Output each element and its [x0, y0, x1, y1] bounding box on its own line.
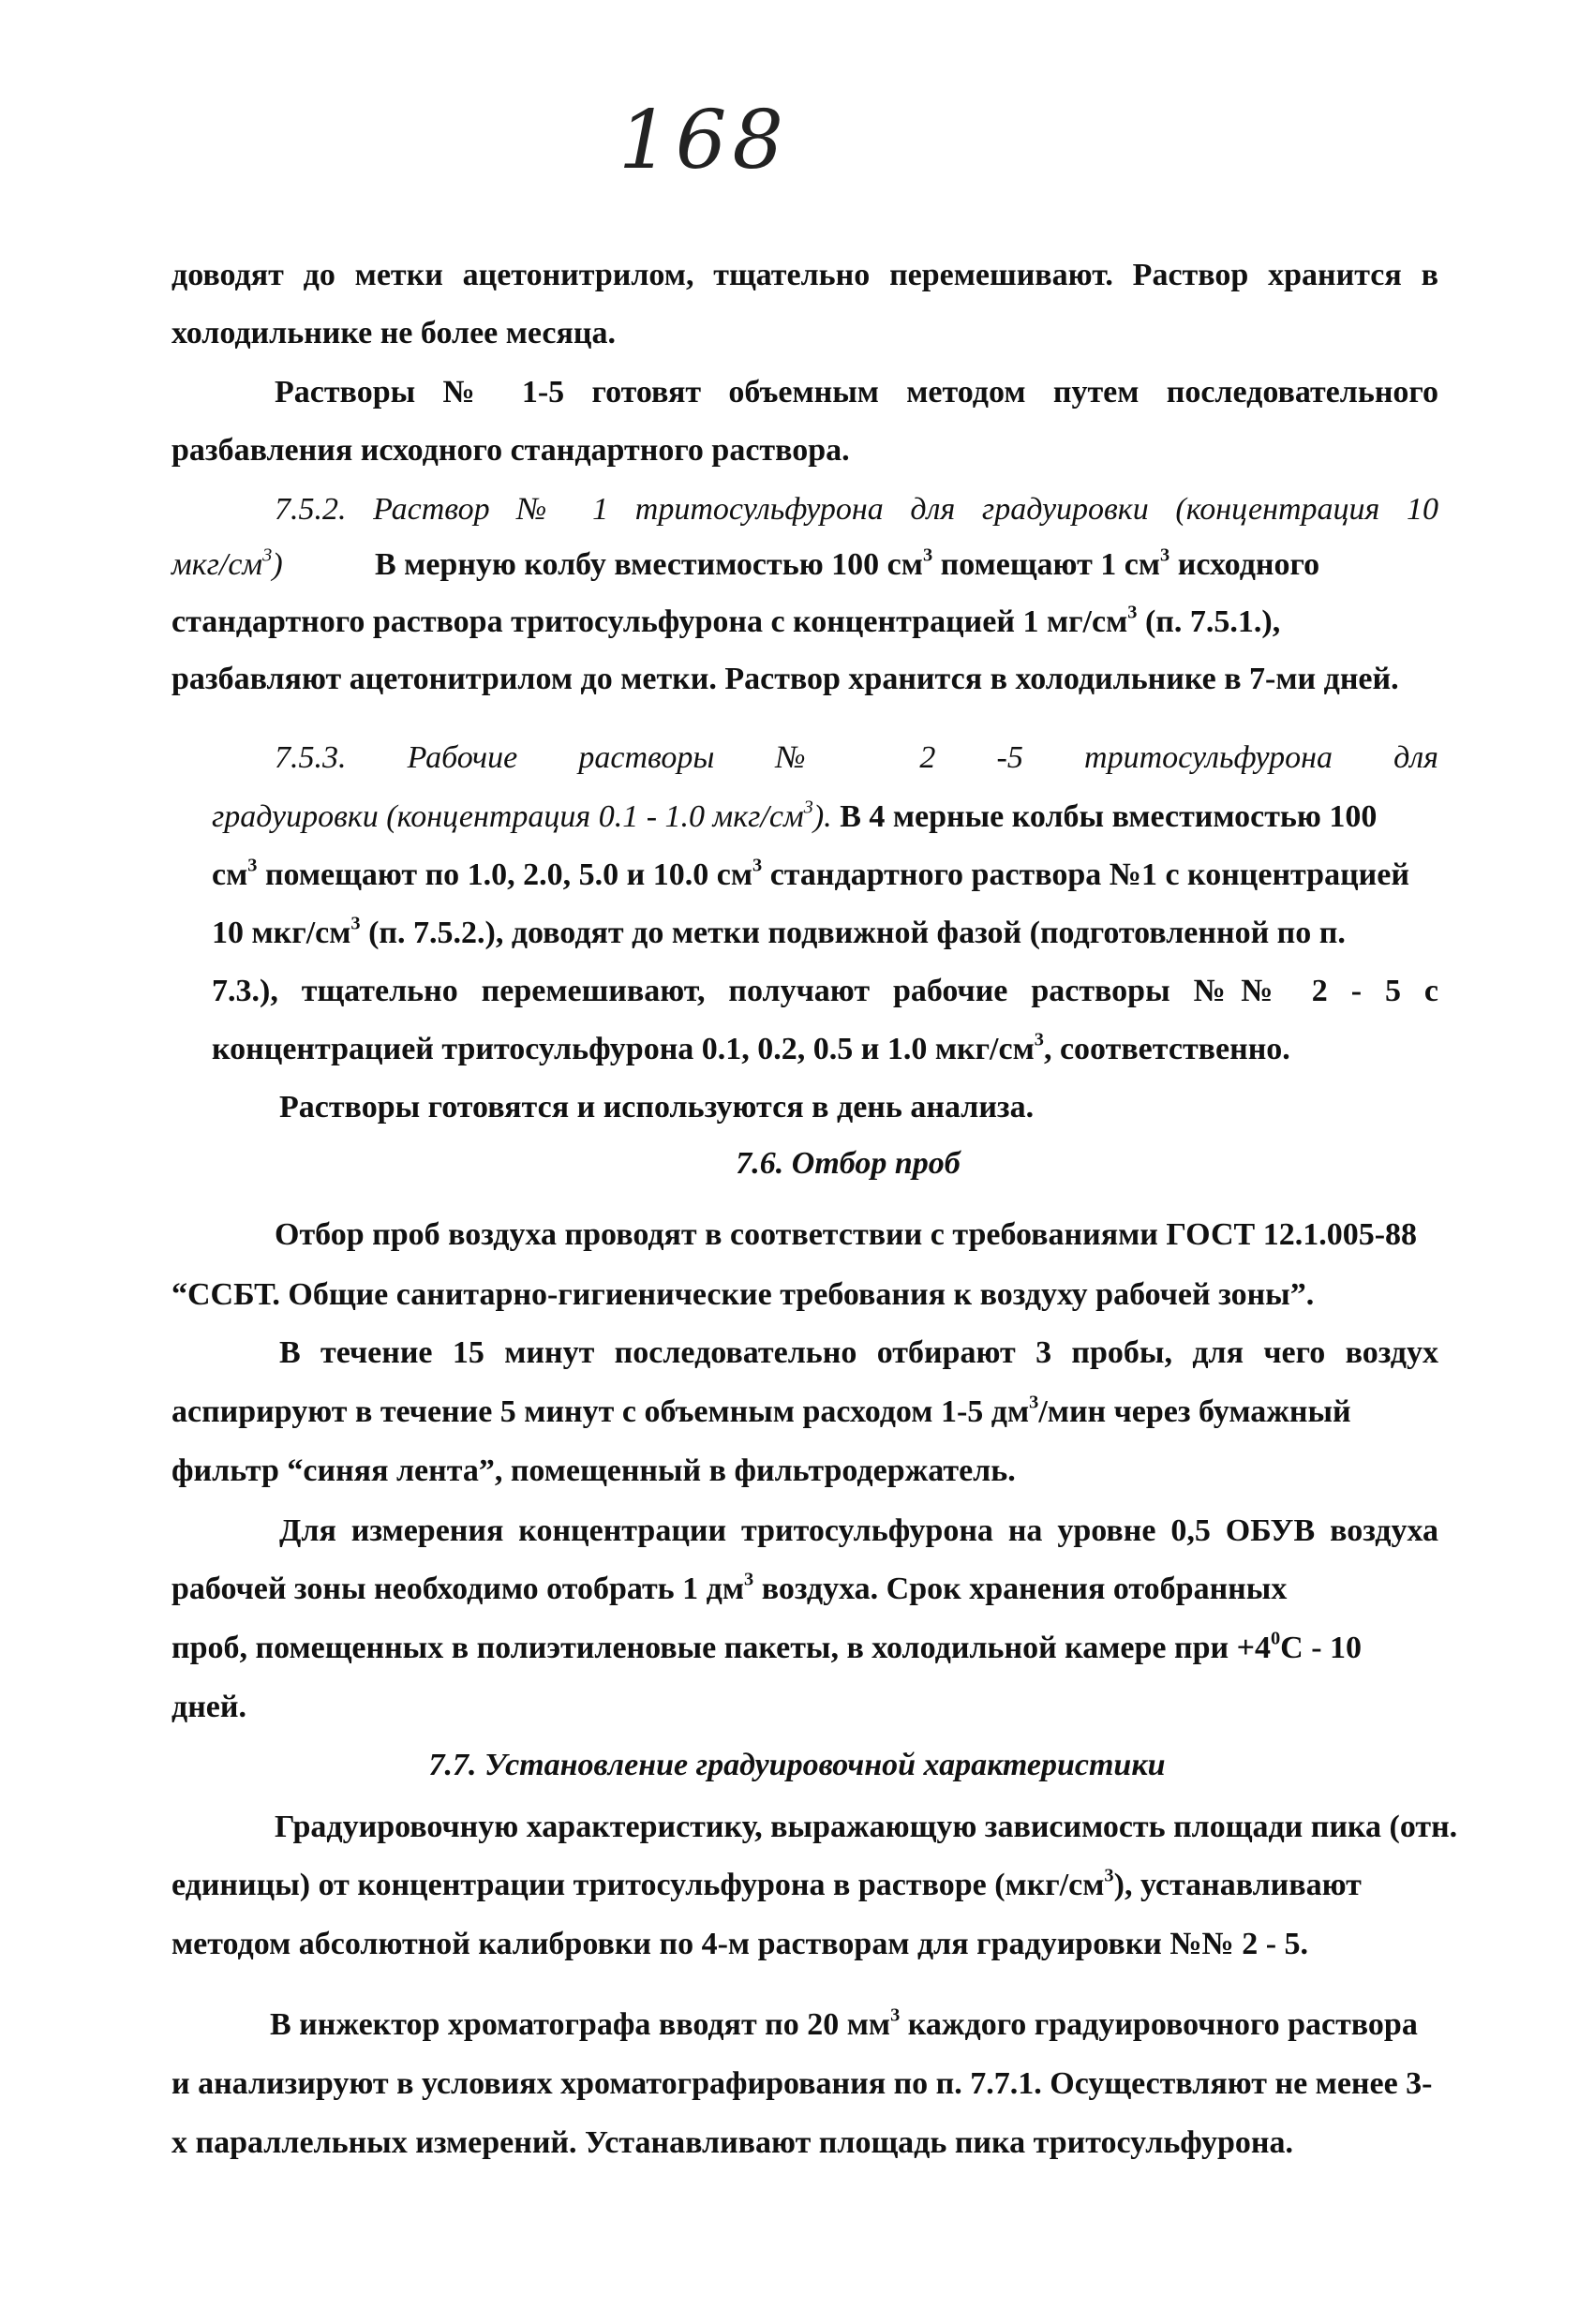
superscript: 3 — [262, 544, 273, 566]
text-run: , соответственно. — [1043, 1032, 1290, 1066]
text-run: исходного — [1169, 547, 1320, 582]
superscript: 3 — [1127, 602, 1138, 623]
superscript: 3 — [890, 2004, 901, 2026]
unit-text: мкг/см — [171, 547, 263, 582]
paragraph-line: Градуировочную характеристику, выражающую зависимость площади пика (отн. — [275, 1810, 1458, 1844]
paragraph-line — [171, 1628, 1362, 1669]
paragraph-line: разбавляют ацетонитрилом до метки. Раствор хранится в холодильнике в 7-ми дней. — [171, 662, 1399, 696]
section-heading-77: 7.7. Установление градуировочной характеристики — [428, 1748, 1166, 1782]
text-run: см — [212, 857, 248, 892]
superscript: 3 — [1160, 544, 1170, 566]
text-run: проб, помещенных в полиэтиленовые пакеты, в холодильной камере при +4 — [171, 1631, 1271, 1665]
superscript: 3 — [247, 855, 258, 876]
text-run: стандартного раствора №1 с концентрацией — [762, 857, 1409, 892]
paragraph-line — [212, 1029, 1290, 1070]
paragraph-line — [270, 2004, 1418, 2046]
text-run: каждого градуировочного раствора — [900, 2007, 1418, 2042]
text-run: В мерную колбу вместимостью 100 см — [375, 547, 923, 582]
paragraph-line: х параллельных измерений. Устанавливают площадь пика тритосульфурона. — [171, 2125, 1293, 2160]
text-run: рабочей зоны необходимо отобрать 1 дм — [171, 1572, 745, 1606]
superscript: 0 — [1270, 1628, 1281, 1649]
paragraph-line: разбавления исходного стандартного раствора. — [171, 433, 850, 468]
text-run: воздуха. Срок хранения отобранных — [753, 1572, 1288, 1606]
text-run: единицы) от концентрации тритосульфурона в растворе (мкг/см — [171, 1868, 1105, 1902]
superscript: 3 — [803, 797, 813, 818]
paragraph-line — [212, 797, 1377, 838]
paragraph-line: фильтр “синяя лента”, помещенный в фильтродержатель. — [171, 1453, 1016, 1488]
paragraph-line: “ССБТ. Общие санитарно-гигиенические требования к воздуху рабочей зоны”. — [171, 1277, 1315, 1312]
paragraph-line — [212, 913, 1346, 954]
paragraph-line — [171, 602, 1280, 643]
paragraph-line: доводят до метки ацетонитрилом, тщательно перемешивают. Раствор хранится в — [171, 258, 1438, 292]
text-run: (п. 7.5.2.), доводят до метки подвижной фазой (подготовленной по п. — [360, 916, 1346, 950]
text-run: 10 мкг/см — [212, 916, 351, 950]
paragraph-line: 7.3.), тщательно перемешивают, получают рабочие растворы №№ 2 - 5 с — [212, 974, 1438, 1008]
text-run: помещают 1 см — [932, 547, 1161, 582]
paragraph-line — [171, 1865, 1362, 1906]
unit-text: ) — [272, 547, 283, 582]
superscript: 3 — [1029, 1392, 1039, 1413]
text-run: (п. 7.5.1.), — [1137, 604, 1281, 639]
paragraph-line — [171, 1392, 1351, 1433]
paragraph-line — [212, 855, 1409, 896]
section-heading-76: 7.6. Отбор проб — [736, 1146, 961, 1181]
text-run: С - 10 — [1280, 1631, 1363, 1665]
handwritten-page-number: 168 — [618, 94, 790, 187]
text-run: В инжектор хроматографа вводят по 20 мм — [270, 2007, 891, 2042]
text-run: /мин через бумажный — [1038, 1394, 1351, 1429]
subsection-title-753: 7.5.3. Рабочие растворы № 2 -5 тритосульфурона для — [275, 740, 1438, 775]
paragraph-line: методом абсолютной калибровки по 4-м растворам для градуировки №№ 2 - 5. — [171, 1927, 1309, 1961]
superscript: 3 — [752, 855, 763, 876]
paragraph-line — [171, 544, 283, 586]
superscript: 3 — [1034, 1029, 1044, 1050]
text-run: ). — [812, 799, 832, 834]
paragraph-line: холодильнике не более месяца. — [171, 316, 616, 350]
paragraph-line: Растворы № 1-5 готовят объемным методом путем последовательного — [275, 375, 1438, 410]
paragraph-line: В течение 15 минут последовательно отбирают 3 пробы, для чего воздух — [279, 1335, 1438, 1370]
text-run: В 4 мерные колбы вместимостью 100 — [831, 799, 1378, 834]
superscript: 3 — [1104, 1865, 1114, 1886]
text-run: ), устанавливают — [1113, 1868, 1362, 1902]
paragraph-line — [171, 1569, 1287, 1610]
text-run: градуировки (концентрация 0.1 - 1.0 мкг/см — [212, 799, 804, 834]
paragraph-line: Растворы готовятся и используются в день анализа. — [279, 1090, 1035, 1125]
text-run: стандартного раствора тритосульфурона с концентрацией 1 мг/см — [171, 604, 1128, 639]
paragraph-line: и анализируют в условиях хроматографирования по п. 7.7.1. Осуществляют не менее 3- — [171, 2066, 1433, 2101]
text-run: концентрацией тритосульфурона 0.1, 0.2, 0.5 и 1.0 мкг/см — [212, 1032, 1035, 1066]
paragraph-line: Для измерения концентрации тритосульфурона на уровне 0,5 ОБУВ воздуха — [279, 1513, 1438, 1548]
text-run: аспирируют в течение 5 минут с объемным расходом 1-5 дм — [171, 1394, 1030, 1429]
text-run: помещают по 1.0, 2.0, 5.0 и 10.0 см — [257, 857, 753, 892]
paragraph-line — [375, 544, 1319, 586]
paragraph-line: дней. — [171, 1690, 246, 1724]
superscript: 3 — [744, 1569, 754, 1590]
subsection-title-752: 7.5.2. Раствор № 1 тритосульфурона для градуировки (концентрация 10 — [275, 492, 1438, 527]
superscript: 3 — [350, 913, 361, 934]
paragraph-line: Отбор проб воздуха проводят в соответствии с требованиями ГОСТ 12.1.005-88 — [275, 1217, 1418, 1252]
superscript: 3 — [922, 544, 933, 566]
